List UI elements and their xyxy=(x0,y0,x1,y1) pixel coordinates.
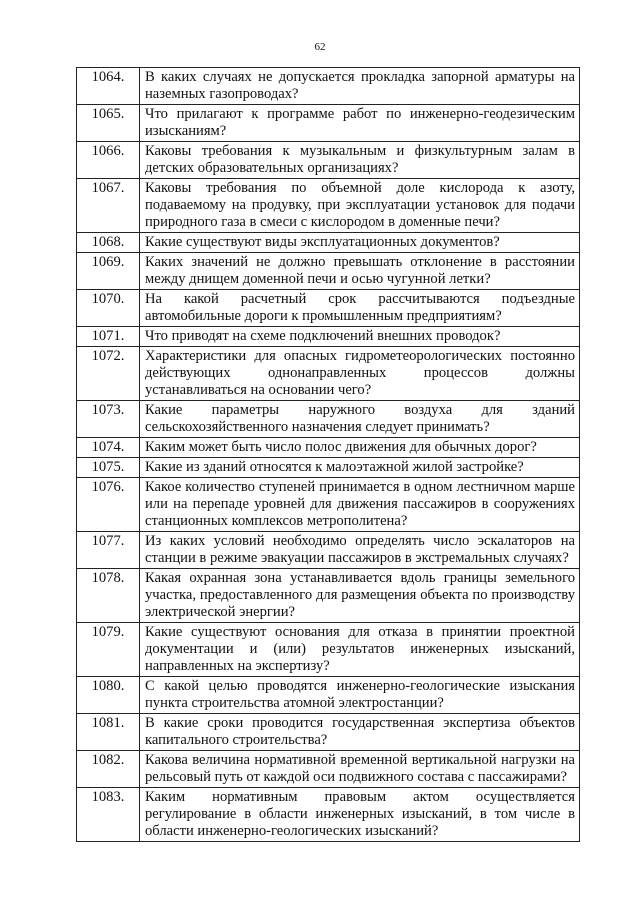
question-text: Из каких условий необходимо определять число эскалаторов на станции в режиме эвакуации пассажиров в экстремальных случаях? xyxy=(140,532,580,569)
question-number: 1080. xyxy=(77,677,140,714)
question-text: В какие сроки проводится государственная экспертиза объектов капитального строительства? xyxy=(140,714,580,751)
question-number: 1083. xyxy=(77,788,140,842)
question-number: 1072. xyxy=(77,347,140,401)
question-number: 1076. xyxy=(77,478,140,532)
question-text: Какие из зданий относятся к малоэтажной жилой застройке? xyxy=(140,458,580,478)
question-text: Какова величина нормативной временной вертикальной нагрузки на рельсовый путь от каждой оси подвижного состава с пассажирами? xyxy=(140,751,580,788)
question-number: 1079. xyxy=(77,623,140,677)
question-text: Каковы требования к музыкальным и физкультурным залам в детских образовательных организациях? xyxy=(140,142,580,179)
question-number: 1070. xyxy=(77,290,140,327)
table-row xyxy=(77,677,580,714)
question-text: Каковы требования по объемной доле кислорода к азоту, подаваемому на продувку, при эксплуатации установок для подачи природного газа в смеси с кислородом в доменные печи? xyxy=(140,179,580,233)
table-row xyxy=(77,751,580,788)
question-number: 1073. xyxy=(77,401,140,438)
question-number: 1069. xyxy=(77,253,140,290)
question-number: 1075. xyxy=(77,458,140,478)
question-number: 1067. xyxy=(77,179,140,233)
question-text: На какой расчетный срок рассчитываются подъездные автомобильные дороги к промышленным предприятиям? xyxy=(140,290,580,327)
question-number: 1081. xyxy=(77,714,140,751)
question-number: 1064. xyxy=(77,68,140,105)
questions-table xyxy=(76,67,580,842)
question-text: Каким нормативным правовым актом осуществляется регулирование в области инженерных изысканий, в том числе в области инженерно-геологических изысканий? xyxy=(140,788,580,842)
table-row xyxy=(77,105,580,142)
question-number: 1077. xyxy=(77,532,140,569)
table-row xyxy=(77,327,580,347)
table-row xyxy=(77,569,580,623)
table-row xyxy=(77,532,580,569)
table-row xyxy=(77,347,580,401)
table-row xyxy=(77,68,580,105)
question-number: 1078. xyxy=(77,569,140,623)
table-row xyxy=(77,788,580,842)
table-row xyxy=(77,179,580,233)
question-text: С какой целью проводятся инженерно-геологические изыскания пункта строительства атомной электростанции? xyxy=(140,677,580,714)
question-number: 1068. xyxy=(77,233,140,253)
question-number: 1082. xyxy=(77,751,140,788)
questions-table-body xyxy=(77,68,580,842)
table-row xyxy=(77,478,580,532)
table-row xyxy=(77,401,580,438)
table-row xyxy=(77,142,580,179)
question-text: Каких значений не должно превышать отклонение в расстоянии между днищем доменной печи и осью чугунной летки? xyxy=(140,253,580,290)
question-text: Характеристики для опасных гидрометеорологических постоянно действующих однонаправленных процессов должны устанавливаться на основании чего? xyxy=(140,347,580,401)
question-text: В каких случаях не допускается прокладка запорной арматуры на наземных газопроводах? xyxy=(140,68,580,105)
question-text: Какие существуют виды эксплуатационных документов? xyxy=(140,233,580,253)
question-text: Какие существуют основания для отказа в принятии проектной документации и (или) результатов инженерных изысканий, направленных на экспертизу? xyxy=(140,623,580,677)
page-number: 62 xyxy=(314,41,326,53)
table-row xyxy=(77,290,580,327)
table-row xyxy=(77,233,580,253)
question-text: Какие параметры наружного воздуха для зданий сельскохозяйственного назначения следует принимать? xyxy=(140,401,580,438)
table-row xyxy=(77,623,580,677)
question-text: Какое количество ступеней принимается в одном лестничном марше или на перепаде уровней для движения пассажиров в сооружениях станционных комплексов метрополитена? xyxy=(140,478,580,532)
table-row xyxy=(77,438,580,458)
question-number: 1071. xyxy=(77,327,140,347)
question-text: Что прилагают к программе работ по инженерно-геодезическим изысканиям? xyxy=(140,105,580,142)
question-text: Каким может быть число полос движения для обычных дорог? xyxy=(140,438,580,458)
table-row xyxy=(77,714,580,751)
question-text: Что приводят на схеме подключений внешних проводок? xyxy=(140,327,580,347)
question-number: 1066. xyxy=(77,142,140,179)
table-row xyxy=(77,253,580,290)
question-text: Какая охранная зона устанавливается вдоль границы земельного участка, предоставленного для размещения объекта по производству электрической энергии? xyxy=(140,569,580,623)
question-number: 1074. xyxy=(77,438,140,458)
question-number: 1065. xyxy=(77,105,140,142)
table-row xyxy=(77,458,580,478)
